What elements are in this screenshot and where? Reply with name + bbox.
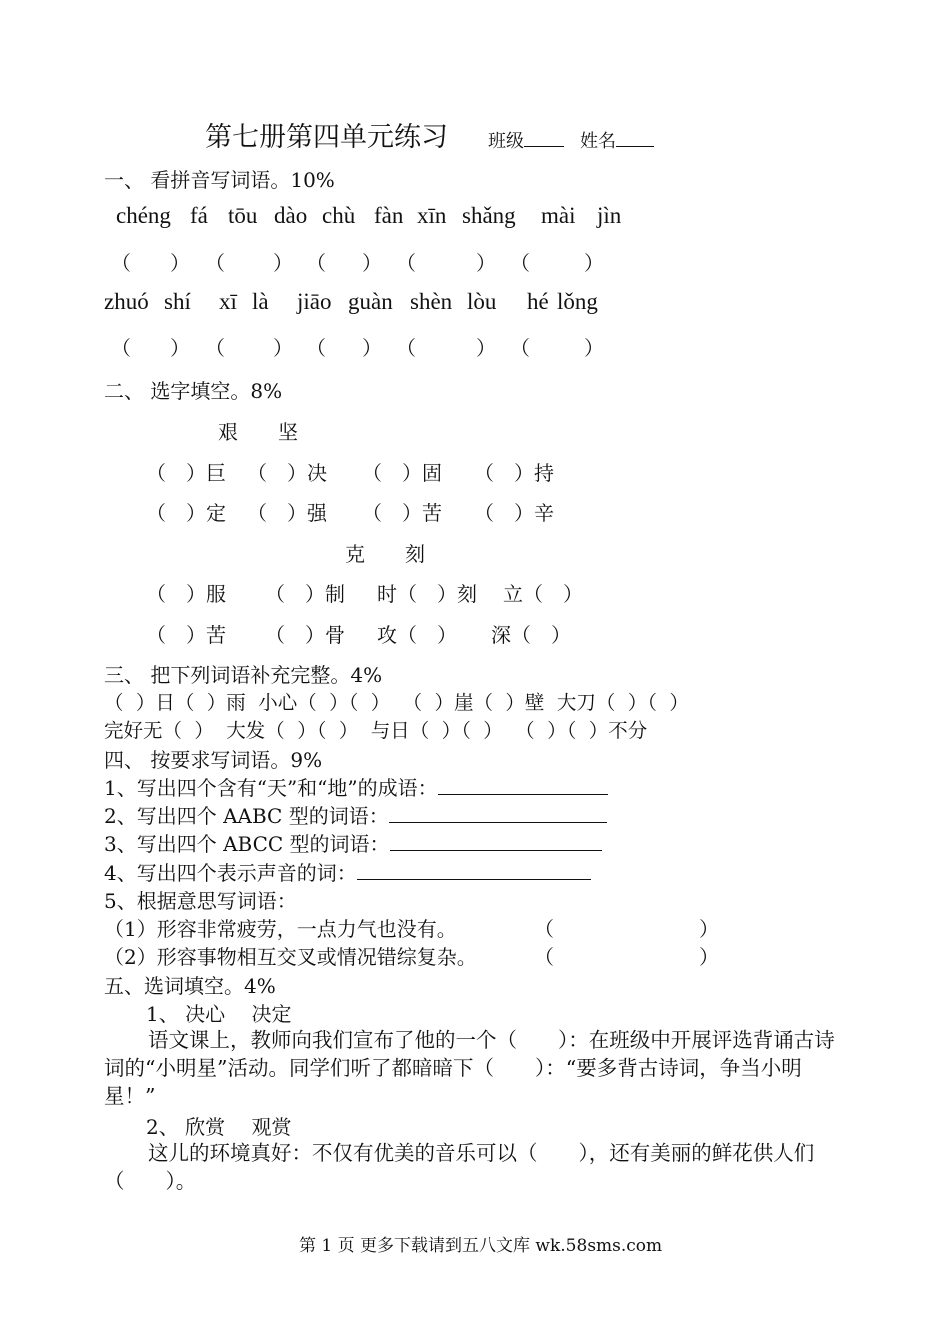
idiom-line-1: （ ）日（ ）雨 小心（ ）（ ） （ ）崖（ ）壁 大刀（ ）（ ） — [104, 691, 689, 714]
fill-item: （ ）巨 — [146, 461, 226, 485]
pinyin: jìn — [597, 203, 622, 228]
section-1-heading: 一、 看拼音写词语。10% — [104, 168, 335, 192]
paren-open: （ — [396, 336, 416, 360]
fill-item: （ ）定 — [146, 501, 226, 525]
question-4 — [104, 857, 591, 886]
paren-open: （ — [306, 336, 326, 360]
pinyin: shí — [164, 289, 191, 314]
fill-item: （ ）骨 — [265, 623, 345, 647]
paren-close: ） — [362, 251, 382, 275]
paragraph-1: 语文课上，教师向我们宣布了他的一个（ ）：在班级中开展评选背诵古诗词的“小明星”活动。同学们听了都暗暗下（ ）：“要多背古诗词，争当小明星！” — [104, 1028, 835, 1108]
pinyin: tōu — [228, 203, 258, 228]
pinyin: shǎng — [462, 203, 516, 228]
fill-item: （ ）苦 — [362, 501, 442, 525]
sub-question-2-words: 2、 欣赏 观赏 — [146, 1115, 292, 1139]
question-5: 5、根据意思写词语： — [104, 889, 297, 913]
fill-item: （ ）固 — [362, 461, 442, 485]
paren-close: ） — [476, 251, 496, 275]
paren-open: （ — [111, 336, 131, 360]
idiom-line-2: 完好无（ ） 大发（ ）（ ） 与日（ ）（ ） （ ）（ ）不分 — [104, 719, 648, 742]
fill-item: （ ）持 — [474, 461, 554, 485]
paren-close: ） — [699, 945, 719, 969]
pinyin: lòu — [467, 289, 497, 314]
question-3 — [104, 828, 602, 857]
question-2-text: 2、写出四个 AABC 型的词语： — [104, 804, 389, 828]
pinyin: lǒng — [557, 289, 598, 314]
paren-close: ） — [584, 336, 604, 360]
paren-close: ） — [273, 336, 293, 360]
fill-item: （ ）强 — [247, 501, 327, 525]
pinyin: chéng — [116, 203, 171, 228]
fill-item: （ ）辛 — [474, 501, 554, 525]
name-field — [580, 127, 654, 153]
pinyin: xīn — [417, 203, 447, 228]
paren-close: ） — [170, 251, 190, 275]
class-label: 班级 — [488, 131, 524, 152]
paren-close: ） — [273, 251, 293, 275]
paren-close: ） — [584, 251, 604, 275]
pinyin: shèn — [410, 289, 453, 314]
pinyin: mài — [541, 203, 576, 228]
paren-open: （ — [510, 251, 530, 275]
pinyin: hé — [527, 289, 549, 314]
paren-open: （ — [205, 336, 225, 360]
paren-open: （ — [396, 251, 416, 275]
page-title: 第七册第四单元练习 — [205, 122, 448, 153]
paren-open: （ — [534, 945, 554, 969]
paren-open: （ — [205, 251, 225, 275]
answer-blank[interactable] — [438, 775, 608, 795]
paren-open: （ — [534, 917, 554, 941]
fill-item: 深（ ） — [491, 623, 571, 647]
fill-item: （ ）苦 — [146, 623, 226, 647]
paren-close: ） — [699, 917, 719, 941]
pinyin: jiāo — [297, 289, 332, 314]
answer-blank[interactable] — [390, 831, 602, 851]
question-5b: （2）形容事物相互交叉或情况错综复杂。 — [104, 945, 477, 969]
fill-item: （ ）决 — [247, 461, 327, 485]
pinyin: dào — [274, 203, 308, 228]
paren-open: （ — [111, 251, 131, 275]
pinyin: chù — [322, 203, 356, 228]
section-5-heading: 五、选词填空。4% — [104, 974, 276, 998]
name-label: 姓名 — [580, 131, 616, 152]
question-1-text: 1、写出四个含有“天”和“地”的成语： — [104, 776, 438, 800]
paren-open: （ — [510, 336, 530, 360]
fill-item: 立（ ） — [503, 582, 583, 606]
section-4-heading: 四、 按要求写词语。9% — [104, 748, 323, 772]
question-3-text: 3、写出四个 ABCC 型的词语： — [104, 832, 390, 856]
answer-blank[interactable] — [389, 803, 607, 823]
pinyin: fàn — [374, 203, 404, 228]
sub-question-1-words: 1、 决心 决定 — [146, 1002, 292, 1026]
paragraph-2: 这儿的环境真好：不仅有优美的音乐可以（ ），还有美丽的鲜花供人们（ ）。 — [104, 1141, 815, 1193]
fill-item: 攻（ ） — [377, 623, 457, 647]
question-2 — [104, 800, 607, 829]
char-choices-2: 克 刻 — [345, 542, 425, 566]
question-4-text: 4、写出四个表示声音的词： — [104, 861, 357, 885]
section-3-heading: 三、 把下列词语补充完整。4% — [104, 663, 383, 687]
pinyin: zhuó — [104, 289, 149, 314]
name-blank[interactable] — [616, 127, 654, 147]
section-2-heading: 二、 选字填空。8% — [104, 379, 283, 403]
pinyin: fá — [190, 203, 208, 228]
paren-close: ） — [362, 336, 382, 360]
pinyin: là — [252, 289, 269, 314]
char-choices-1: 艰 坚 — [218, 420, 298, 444]
answer-blank[interactable] — [357, 860, 591, 880]
question-1 — [104, 772, 608, 801]
paren-close: ） — [170, 336, 190, 360]
fill-item: （ ）制 — [265, 582, 345, 606]
class-field — [488, 127, 564, 153]
paren-open: （ — [306, 251, 326, 275]
class-blank[interactable] — [524, 127, 564, 147]
fill-item: 时（ ）刻 — [377, 582, 477, 606]
pinyin: xī — [219, 289, 237, 314]
page-footer: 第 1 页 更多下载请到五八文库 wk.58sms.com — [299, 1236, 663, 1256]
fill-item: （ ）服 — [146, 582, 226, 606]
pinyin: guàn — [348, 289, 393, 314]
paren-close: ） — [476, 336, 496, 360]
question-5a: （1）形容非常疲劳，一点力气也没有。 — [104, 917, 457, 941]
